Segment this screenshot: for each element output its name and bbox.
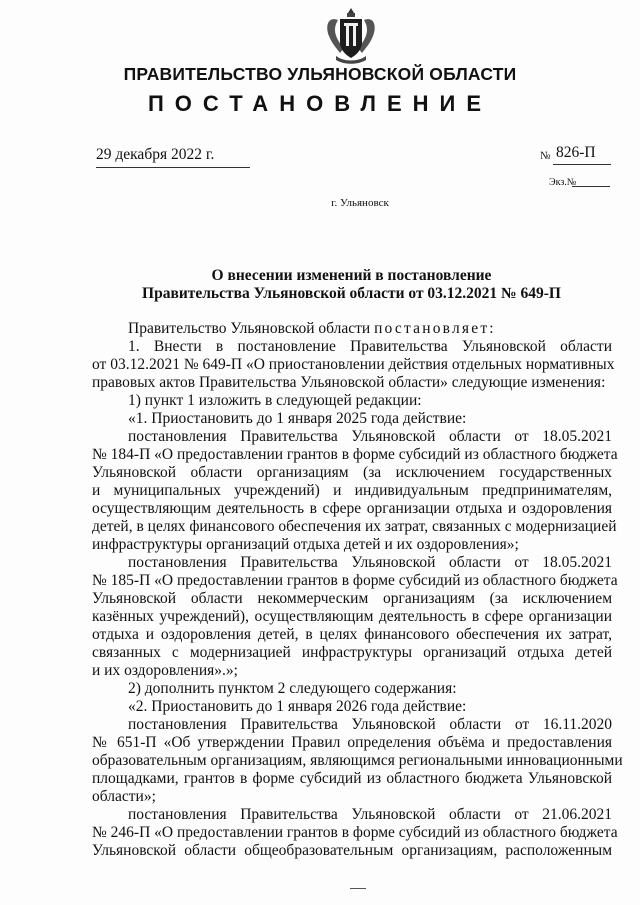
document-number: 826-П — [556, 144, 596, 161]
preamble-verb: постановляет: — [374, 320, 496, 337]
document-title-line-1: О внесении изменений в постановление — [211, 267, 492, 284]
body-line: постановления Правительства Ульяновской области от 18.05.2021 — [128, 554, 612, 571]
body-line: и их оздоровления».»; — [92, 662, 238, 679]
preamble — [128, 320, 612, 338]
document-date: 29 декабря 2022 г. — [96, 146, 215, 163]
body-line: постановления Правительства Ульяновской области от 18.05.2021 — [128, 428, 612, 445]
body-line: «2. Приостановить до 1 января 2026 года действие: — [128, 698, 467, 715]
body-line: Ульяновской области организациям (за исключением государственных — [92, 464, 612, 481]
body-line: и муниципальных учреждений) и индивидуальным предпринимателям, — [92, 482, 612, 499]
body-line: образовательным организациям, являющимся региональными инновационными — [92, 752, 623, 769]
date-underline — [96, 167, 250, 168]
page-mark — [350, 888, 366, 889]
body-line: инфраструктуры организаций отдыха детей и их оздоровления»; — [92, 536, 519, 553]
number-sign: № — [540, 150, 551, 162]
body-line: № 651-П «Об утверждении Правил определения объёма и предоставления — [92, 734, 612, 751]
body-line: постановления Правительства Ульяновской области от 16.11.2020 — [128, 716, 612, 733]
city: г. Ульяновск — [331, 197, 389, 209]
body-line: № 246-П «О предоставлении грантов в форме субсидий из областного бюджета — [92, 824, 618, 841]
body-line: 1. Внести в постановление Правительства Ульяновской области — [128, 338, 612, 355]
body-line: Ульяновской области общеобразовательным организациям, расположенным — [92, 842, 612, 859]
document-type: ПОСТАНОВЛЕНИЕ — [147, 91, 493, 116]
body-line: № 185-П «О предоставлении грантов в форме субсидий из областного бюджета — [92, 572, 618, 589]
number-underline — [553, 164, 611, 165]
body-line: площадками, грантов в форме субсидий из областного бюджета Ульяновской — [92, 770, 612, 787]
body-line: детей, в целях финансового обеспечения их затрат, связанных с модернизацией — [92, 518, 617, 535]
body-line: Ульяновской области некоммерческим организациям (за исключением — [92, 590, 612, 607]
body-line: связанных с модернизацией инфраструктуры организаций отдыха детей — [92, 644, 612, 661]
coat-of-arms-icon — [322, 6, 380, 66]
body-line: № 184-П «О предоставлении грантов в форме субсидий из областного бюджета — [92, 446, 618, 463]
body-line: осуществляющим деятельность в сфере организации отдыха и оздоровления — [92, 500, 612, 517]
body-line: 1) пункт 1 изложить в следующей редакции: — [128, 392, 422, 409]
government-name: ПРАВИТЕЛЬСТВО УЛЬЯНОВСКОЙ ОБЛАСТИ — [123, 64, 517, 84]
body-line: от 03.12.2021 № 649-П «О приостановлении действия отдельных нормативных — [92, 356, 615, 373]
body-line: постановления Правительства Ульяновской области от 21.06.2021 — [128, 806, 612, 823]
body-line: правовых актов Правительства Ульяновской области» следующие изменения: — [92, 374, 606, 391]
body-line: «1. Приостановить до 1 января 2025 года действие: — [128, 410, 467, 427]
copy-number-underline — [572, 186, 610, 187]
document-title-line-2: Правительства Ульяновской области от 03.12.2021 № 649-П — [142, 285, 561, 302]
copy-number-label: Экз.№ — [549, 177, 577, 188]
body-line: казённых учреждений), осуществляющим деятельность в сфере организации — [92, 608, 612, 625]
preamble-subject: Правительство Ульяновской области — [128, 320, 371, 337]
body-line: 2) дополнить пунктом 2 следующего содержания: — [128, 680, 457, 697]
body-line: области»; — [92, 788, 156, 805]
body-line: отдыха и оздоровления детей, в целях финансового обеспечения их затрат, — [92, 626, 612, 643]
